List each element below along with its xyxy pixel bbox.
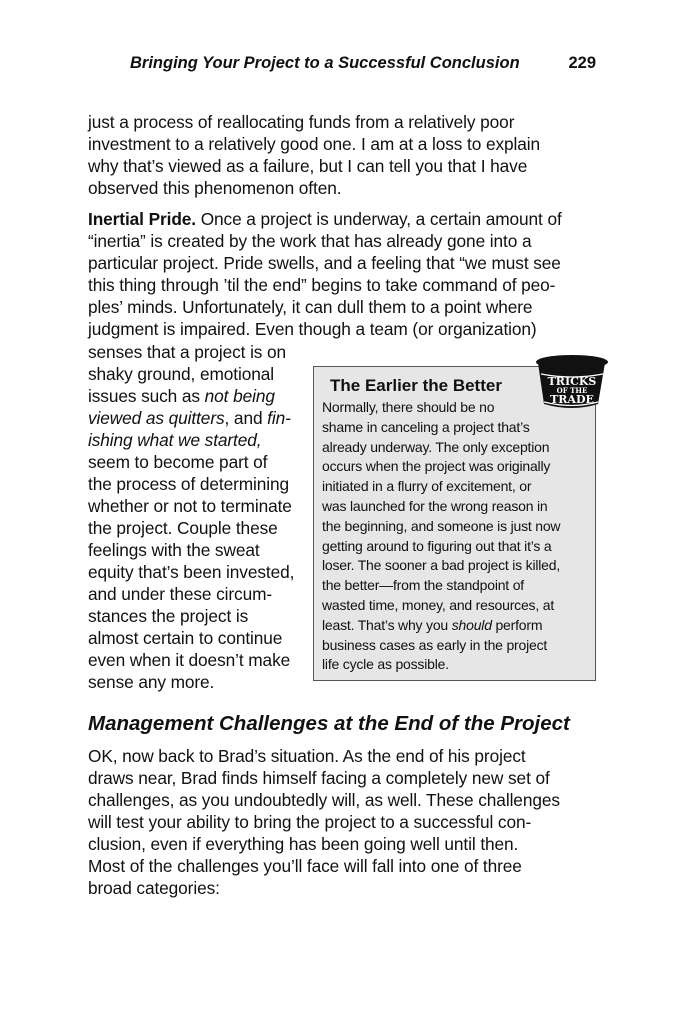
text-line: the project. Couple these [88, 518, 278, 538]
sidebar-line: occurs when the project was originally [322, 458, 551, 475]
text-fragment: Once a project is underway, a certain amount of [196, 209, 562, 229]
text-line: broad categories: [88, 878, 220, 898]
text-line: the process of determining [88, 474, 290, 494]
text-fragment: least. That’s why you [322, 616, 452, 633]
sidebar-line: the beginning, and someone is just now [322, 517, 561, 534]
text-line: ples’ minds. Unfortunately, it can dull them to a point where [88, 297, 533, 317]
tricks-of-the-trade-hat-icon [532, 352, 612, 414]
text-line: judgment is impaired. Even though a team (or organization) [88, 319, 537, 339]
text-line: and under these circum- [88, 584, 273, 604]
text-fragment: issues such as [88, 386, 205, 406]
emphasis-text: fin- [267, 408, 291, 428]
text-line: observed this phenomenon often. [88, 178, 342, 198]
text-line [88, 385, 310, 407]
text-line: feelings with the sweat [88, 540, 260, 560]
text-line: even when it doesn’t make [88, 650, 291, 670]
hat-badge-line: OF THE [556, 386, 588, 395]
running-head [130, 52, 600, 78]
paragraph-inertial-pride [88, 208, 594, 340]
text-line: draws near, Brad finds himself facing a completely new set of [88, 768, 550, 788]
text-line [88, 429, 310, 451]
sidebar-line: was launched for the wrong reason in [322, 497, 548, 514]
text-line: just a process of reallocating funds from a relatively poor [88, 112, 515, 132]
running-head-title: Bringing Your Project to a Successful Conclusion [130, 54, 520, 72]
text-line: challenges, as you undoubtedly will, as well. These challenges [88, 790, 560, 810]
paragraph-brads-situation [88, 745, 598, 899]
sidebar-line: getting around to figuring out that it’s a [322, 537, 552, 554]
inertial-pride-term: Inertial Pride. [88, 209, 196, 229]
text-line: why that’s viewed as a failure, but I can tell you that I have [88, 156, 528, 176]
sidebar-line: life cycle as possible. [322, 656, 449, 673]
emphasis-text: should [451, 616, 492, 633]
text-line: shaky ground, emotional [88, 364, 274, 384]
sidebar-line: business cases as early in the project [322, 636, 548, 653]
sidebar-line: initiated in a flurry of excitement, or [322, 478, 532, 495]
text-line: stances the project is [88, 606, 249, 626]
sidebar-line: the better—from the standpoint of [322, 577, 524, 594]
sidebar-body [322, 398, 560, 675]
emphasis-text: viewed as quitters [88, 408, 225, 428]
sidebar-line: Normally, there should be no [322, 399, 495, 415]
text-line [88, 407, 310, 429]
sidebar-title: The Earlier the Better [330, 376, 502, 395]
text-line: OK, now back to Brad’s situation. As the end of his project [88, 746, 526, 766]
text-line: will test your ability to bring the project to a successful con- [88, 812, 532, 832]
paragraph-inertial-pride-wrap [88, 341, 310, 693]
hat-badge-line: TRADE [550, 393, 594, 406]
text-fragment: perform [491, 616, 543, 633]
sidebar-line: already underway. The only exception [322, 438, 550, 455]
text-fragment: , and [224, 408, 268, 428]
text-line: senses that a project is on [88, 342, 287, 362]
hat-badge-line: TRICKS [547, 375, 597, 388]
page-number: 229 [568, 54, 596, 72]
sidebar-line: wasted time, money, and resources, at [322, 596, 555, 613]
text-line: sense any more. [88, 672, 215, 692]
text-line: seem to become part of [88, 452, 268, 472]
sidebar-line: loser. The sooner a bad project is killed, [322, 557, 561, 574]
text-line: almost certain to continue [88, 628, 283, 648]
emphasis-text: not being [204, 386, 275, 406]
text-line: investment to a relatively good one. I am at a loss to explain [88, 134, 541, 154]
sidebar-line: shame in canceling a project that’s [322, 418, 530, 435]
text-line: clusion, even if everything has been going well until then. [88, 834, 519, 854]
sidebar-line [322, 616, 560, 636]
paragraph-reallocating-funds [88, 111, 593, 199]
text-line: this thing through ’til the end” begins to take command of peo- [88, 275, 556, 295]
text-line: Most of the challenges you’ll face will fall into one of three [88, 856, 522, 876]
emphasis-text: ishing what we started, [88, 430, 262, 450]
text-line [88, 208, 594, 230]
section-heading: Management Challenges at the End of the Project [88, 712, 570, 735]
text-line: equity that’s been invested, [88, 562, 295, 582]
text-line: “inertia” is created by the work that has already gone into a [88, 231, 532, 251]
text-line: whether or not to terminate [88, 496, 292, 516]
text-line: particular project. Pride swells, and a feeling that “we must see [88, 253, 561, 273]
